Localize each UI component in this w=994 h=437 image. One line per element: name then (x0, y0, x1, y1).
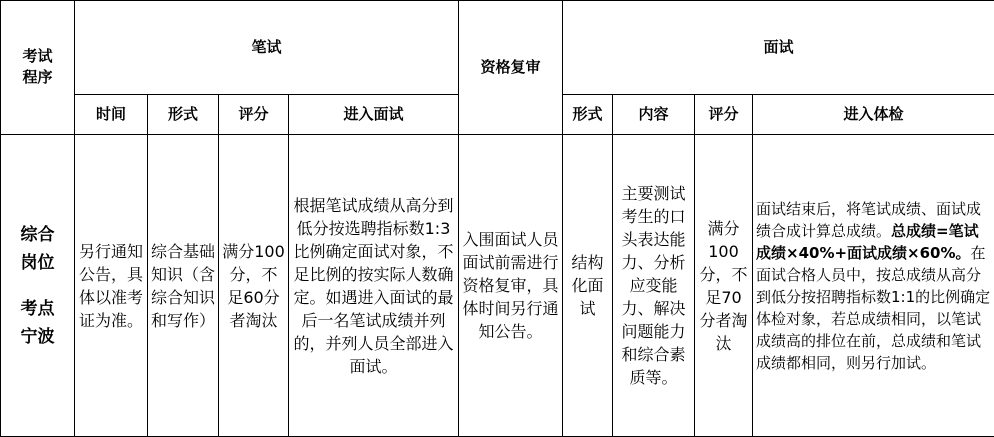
col-written-score: 评分 (219, 95, 289, 135)
col-enter-interview: 进入面试 (289, 95, 459, 135)
interview-header: 面试 (563, 1, 994, 95)
written-time-cell: 另行通知公告，具体以准考证为准。 (75, 135, 148, 437)
procedure-header: 考试程序 (1, 1, 75, 135)
position-label: 综合岗位 (20, 224, 55, 273)
col-physical-exam: 进入体检 (753, 95, 994, 135)
physical-exam-text-2: 在面试合格人员中，按总成绩从高分到低分按招聘指标数1:1的比例确定体检对象，若总成绩相同，以笔试成绩高的排位在前，总成绩和笔试成绩都相同，则另行加试。 (756, 243, 991, 372)
score-formula: 总成绩=笔试成绩×40%+面试成绩×60%。 (756, 221, 979, 262)
qualification-review-cell: 入围面试人员面试前需进行资格复审，具体时间另行通知公告。 (459, 135, 563, 437)
col-written-form: 形式 (148, 95, 219, 135)
written-form-cell: 综合基础知识（含综合知识和写作） (148, 135, 219, 437)
enter-interview-cell: 根据笔试成绩从高分到低分按选聘指标数1:3比例确定面试对象，不足比例的按实际人数确定。如遇进入面试的最后一名笔试成绩并列的，并列人员全部进入面试。 (289, 135, 459, 437)
written-score-cell: 满分100分，不足60分者淘汰 (219, 135, 289, 437)
col-interview-form: 形式 (563, 95, 613, 135)
physical-exam-text-1: 面试结束后，将笔试成绩、面试成绩合成计算总成绩。 (756, 199, 982, 240)
interview-content-cell: 主要测试考生的口头表达能力、分析应变能力、解决问题能力和综合素质等。 (613, 135, 695, 437)
col-written-time: 时间 (75, 95, 148, 135)
col-interview-content: 内容 (613, 95, 695, 135)
location-label: 考点宁波 (20, 298, 55, 347)
interview-form-cell: 结构化面试 (563, 135, 613, 437)
col-interview-score: 评分 (695, 95, 753, 135)
physical-exam-cell (753, 135, 994, 437)
qualification-review-header: 资格复审 (459, 1, 563, 135)
position-cell (1, 135, 75, 437)
interview-score-cell: 满分100分，不足70分者淘汰 (695, 135, 753, 437)
written-exam-header: 笔试 (75, 1, 459, 95)
